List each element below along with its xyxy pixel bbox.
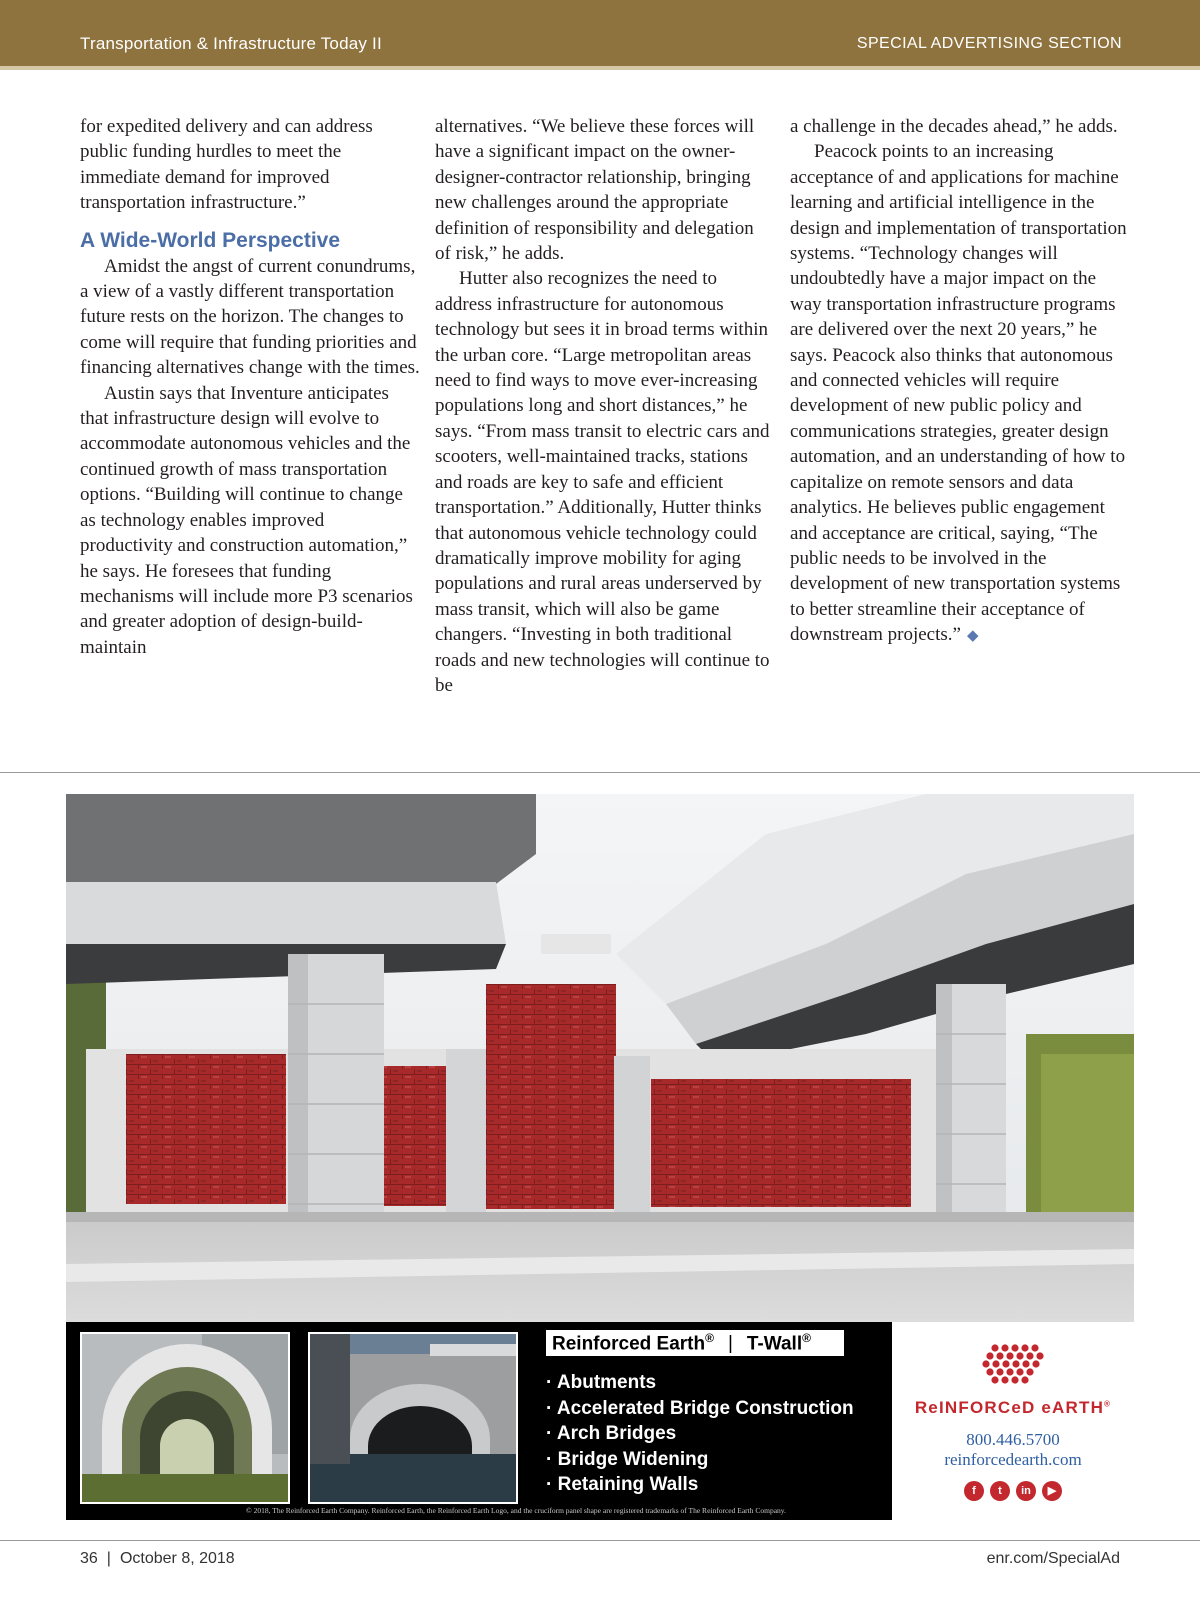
paragraph-text: Peacock points to an increasing acceptance of and applications for machine learning and artificial intelligence in the design and implementation of transportation systems. “Technology changes will undoubtedly have a major impact on the way transportation infrastructure programs are delivered over the next 20 years,” he says. Peacock also thinks that autonomous and connected vehicles will require development of new public policy and communications strategies, greater design automation, and an understanding of how to capitalize on remote sensors and data analytics. He believes public engagement and acceptance are critical, saying, “The public needs to be involved in the development of new transportation systems to better streamline their acceptance of downstream projects.”: [790, 141, 1127, 646]
footer-separator: |: [106, 1550, 111, 1567]
website-link[interactable]: reinforcedearth.com: [944, 1450, 1082, 1469]
service-item: · Arch Bridges: [546, 1423, 677, 1445]
brand-title: [546, 1330, 844, 1356]
paragraph-last: [790, 139, 1130, 649]
service-item: · Bridge Widening: [546, 1448, 709, 1470]
bridge-photo-illustration: [66, 794, 1134, 1322]
youtube-icon[interactable]: ▶: [1042, 1481, 1062, 1501]
publication-title: Transportation & Infrastructure Today II: [80, 34, 382, 53]
arch-bridge-photo: [308, 1332, 518, 1504]
arch-culvert-illustration: [82, 1334, 290, 1504]
registered-mark: ®: [705, 1331, 714, 1345]
services-list: [546, 1370, 854, 1498]
service-item: · Retaining Walls: [546, 1474, 699, 1496]
footer-page-info: [80, 1550, 235, 1568]
article-column-1: [80, 114, 420, 660]
service-item: · Abutments: [546, 1372, 657, 1393]
linkedin-icon[interactable]: in: [1016, 1481, 1036, 1501]
brand-separator: |: [727, 1333, 733, 1355]
arch-culvert-photo: [80, 1332, 290, 1504]
contact-panel: [892, 1322, 1134, 1520]
phone-number[interactable]: 800.446.5700: [966, 1430, 1060, 1449]
paragraph: alternatives. “We believe these forces will have a significant impact on the owner-designer-contractor relationship, bringing new challenges around the appropriate definition of responsibility and delegation of risk,” he adds.: [435, 116, 755, 265]
end-mark-icon: ◆: [966, 628, 979, 645]
paragraph: Amidst the angst of current conundrums, a view of a vastly different transportation future rests on the horizon. The changes to come will require that funding priorities and financing alternatives change with the times.: [80, 255, 420, 379]
registered-mark: ®: [802, 1331, 811, 1345]
arch-bridge-illustration: [310, 1334, 518, 1504]
header-rule: [0, 66, 1200, 70]
service-item: · Accelerated Bridge Construction: [546, 1397, 854, 1419]
facebook-icon[interactable]: f: [964, 1481, 984, 1501]
ad-divider: [0, 772, 1200, 773]
brand-t-wall: T-Wall: [746, 1333, 803, 1355]
paragraph: a challenge in the decades ahead,” he adds.: [790, 116, 1118, 137]
section-heading: A Wide-World Perspective: [80, 228, 341, 252]
paragraph: Austin says that Inventure anticipates that infrastructure design will evolve to accommodate autonomous vehicles and the continued growth of mass transportation options. “Building will continue to change as technology enables improved productivity and construction automation,” he says. He foresees that funding mechanisms will include more P3 scenarios and greater adoption of design-build-maintain: [80, 382, 413, 658]
logo-wordmark: ReINFORCeD eARTH: [914, 1398, 1105, 1417]
article-column-3: [790, 114, 1130, 650]
article-column-2: [435, 114, 770, 698]
paragraph: Hutter also recognizes the need to address infrastructure for autonomous technology but sees it in broad terms within the urban core. “Large metropolitan areas need to find ways to move ever-increasing populations long and short distances,” he says. “From mass transit to electric cars and scooters, well-maintained tracks, stations and roads are key to safe and efficient transportation.” Additionally, Hutter thinks that autonomous vehicle technology could dramatically improve mobility for aging populations and rural areas underserved by mass transit, which will also be game changers. “Investing in both traditional roads and new technologies will continue to be: [435, 268, 770, 696]
brand-reinforced-earth: Reinforced Earth: [552, 1333, 706, 1355]
registered-mark: ®: [1104, 1399, 1112, 1409]
page-number: 36: [80, 1550, 98, 1567]
bridge-underpass-photo: [66, 794, 1134, 1322]
social-links: [960, 1481, 1066, 1501]
copyright-notice: © 2018, The Reinforced Earth Company. Reinforced Earth, the Reinforced Earth Logo, and the cruciform panel shape are registered trademarks of The Reinforced Earth Company.: [246, 1506, 786, 1515]
footer-rule: [0, 1540, 1200, 1541]
section-label: SPECIAL ADVERTISING SECTION: [856, 35, 1122, 52]
header-bar: [0, 0, 1200, 66]
issue-date: October 8, 2018: [119, 1550, 235, 1567]
company-logo-text: [892, 1398, 1134, 1418]
twitter-icon[interactable]: t: [990, 1481, 1010, 1501]
paragraph: for expedited delivery and can address public funding hurdles to meet the immediate demand for improved transportation infrastructure.”: [80, 116, 373, 214]
footer-url[interactable]: enr.com/SpecialAd: [986, 1550, 1120, 1567]
advertisement[interactable]: [66, 794, 1134, 1520]
reinforced-earth-logo-icon: [982, 1344, 1044, 1384]
